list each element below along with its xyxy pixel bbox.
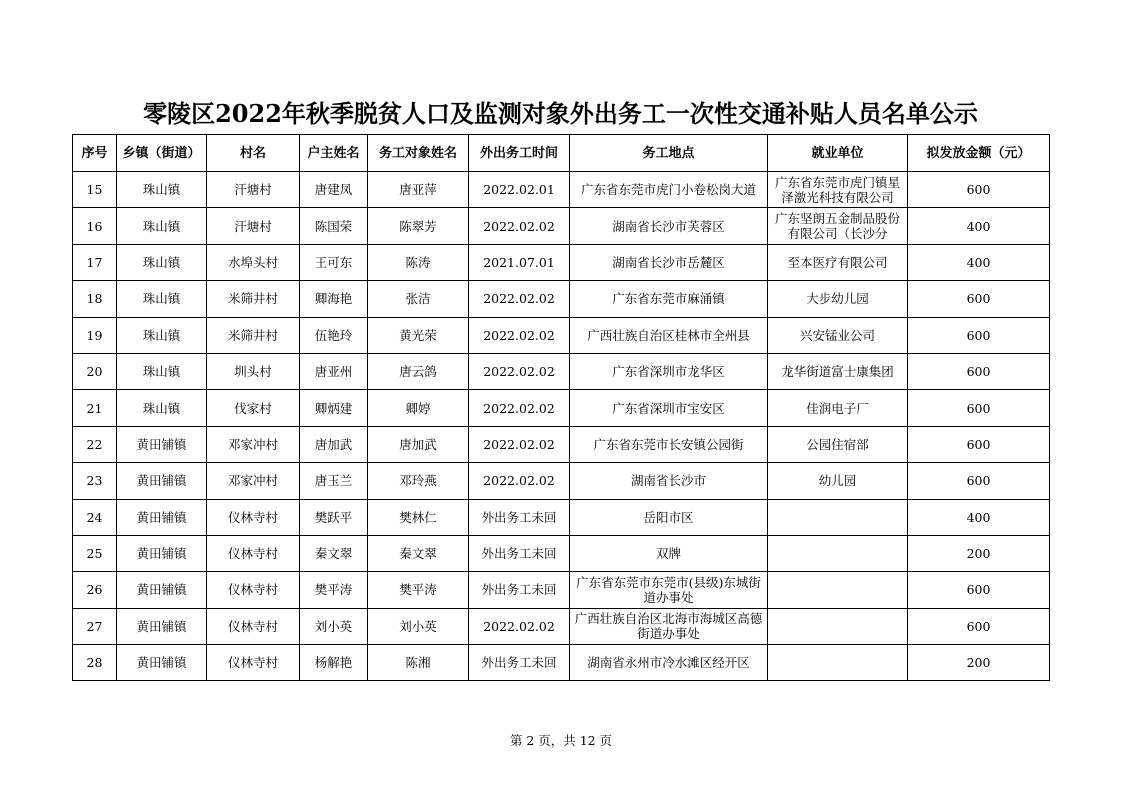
cell-index xyxy=(73,353,117,389)
cell-departure-date xyxy=(469,608,570,644)
cell-householder xyxy=(300,499,368,535)
cell-index-text: 17 xyxy=(86,254,103,270)
cell-amount-text: 600 xyxy=(966,182,991,198)
cell-worker-text: 樊平涛 xyxy=(399,582,437,598)
cell-township-text: 珠山镇 xyxy=(142,182,181,198)
cell-departure-date xyxy=(469,572,570,608)
cell-work-location xyxy=(570,281,768,317)
table-row xyxy=(73,463,1050,499)
col-header-township: 乡镇（街道） xyxy=(117,135,207,172)
cell-amount-text: 600 xyxy=(966,291,991,307)
cell-township xyxy=(117,208,207,244)
table-row xyxy=(73,353,1050,389)
cell-village xyxy=(207,353,300,389)
cell-index-text: 27 xyxy=(86,618,103,634)
table-row xyxy=(73,572,1050,608)
cell-householder-text: 卿炳建 xyxy=(314,400,353,416)
table-row xyxy=(73,281,1050,317)
cell-work-location-text: 广西壮族自治区桂林市全州县 xyxy=(587,327,750,343)
cell-amount xyxy=(908,172,1050,208)
cell-index-text: 22 xyxy=(86,436,103,452)
col-header-householder: 户主姓名 xyxy=(300,135,368,172)
cell-work-location-text: 广东省东莞市长安镇公园街 xyxy=(593,436,744,452)
col-header-amount: 拟发放金额（元） xyxy=(908,135,1050,172)
cell-employer-text: 兴安锰业公司 xyxy=(799,327,875,343)
cell-work-location xyxy=(570,390,768,426)
cell-employer-text: 幼儿园 xyxy=(818,473,857,489)
document-title: 零陵区2022年秋季脱贫人口及监测对象外出务工一次性交通补贴人员名单公示 xyxy=(143,99,978,128)
table-body xyxy=(73,172,1050,681)
cell-village-text: 汗塘村 xyxy=(234,182,272,198)
cell-employer-text: 广东省东莞市虎门镇星泽激光科技有限公司 xyxy=(774,174,900,205)
cell-work-location xyxy=(570,645,768,681)
cell-index xyxy=(73,463,117,499)
cell-departure-date-text: 2022.02.02 xyxy=(483,364,555,380)
cell-work-location xyxy=(570,499,768,535)
cell-departure-date xyxy=(469,353,570,389)
cell-index-text: 25 xyxy=(86,546,103,562)
cell-village-text: 邓家冲村 xyxy=(227,436,278,452)
cell-township xyxy=(117,390,207,426)
cell-worker-text: 秦文翠 xyxy=(399,546,437,562)
cell-departure-date xyxy=(469,463,570,499)
cell-employer xyxy=(768,426,908,462)
cell-village-text: 水埠头村 xyxy=(227,254,278,270)
cell-amount-text: 600 xyxy=(966,364,991,380)
cell-township xyxy=(117,535,207,571)
cell-householder-text: 伍艳玲 xyxy=(314,327,353,343)
cell-departure-date-text: 2022.02.02 xyxy=(483,327,555,343)
cell-amount xyxy=(908,317,1050,353)
cell-village xyxy=(207,572,300,608)
cell-worker xyxy=(368,208,469,244)
cell-index-text: 15 xyxy=(86,182,103,198)
table-row xyxy=(73,535,1050,571)
cell-employer xyxy=(768,390,908,426)
cell-township xyxy=(117,281,207,317)
cell-householder xyxy=(300,426,368,462)
table-row xyxy=(73,608,1050,644)
cell-employer xyxy=(768,353,908,389)
cell-worker-text: 唐亚萍 xyxy=(399,182,437,198)
cell-employer xyxy=(768,608,908,644)
cell-village xyxy=(207,390,300,426)
cell-departure-date-text: 外出务工未回 xyxy=(481,655,557,671)
cell-worker-text: 陈涛 xyxy=(405,254,431,270)
cell-worker xyxy=(368,317,469,353)
cell-amount xyxy=(908,535,1050,571)
col-header-employer: 就业单位 xyxy=(768,135,908,172)
cell-township xyxy=(117,499,207,535)
cell-village xyxy=(207,172,300,208)
cell-amount xyxy=(908,499,1050,535)
cell-index-text: 28 xyxy=(86,655,103,671)
cell-township xyxy=(117,317,207,353)
cell-work-location-text: 广东省东莞市虎门小卷松岗大道 xyxy=(580,182,756,198)
cell-work-location-text: 湖南省长沙市芙蓉区 xyxy=(612,218,725,234)
cell-worker xyxy=(368,645,469,681)
cell-employer xyxy=(768,535,908,571)
cell-departure-date xyxy=(469,317,570,353)
cell-employer-text: 广东坚朗五金制品股份有限公司（长沙分 xyxy=(774,211,900,242)
cell-employer xyxy=(768,281,908,317)
cell-index xyxy=(73,535,117,571)
cell-worker xyxy=(368,463,469,499)
table-row xyxy=(73,645,1050,681)
cell-employer xyxy=(768,572,908,608)
cell-worker-text: 陈湘 xyxy=(405,655,431,671)
cell-householder-text: 杨解艳 xyxy=(314,655,353,671)
cell-work-location-text: 湖南省长沙市岳麓区 xyxy=(612,254,725,270)
cell-township xyxy=(117,463,207,499)
cell-householder-text: 陈国荣 xyxy=(314,218,353,234)
cell-work-location xyxy=(570,172,768,208)
cell-worker xyxy=(368,426,469,462)
cell-work-location-text: 双牌 xyxy=(655,546,681,562)
cell-departure-date-text: 2022.02.02 xyxy=(483,436,555,452)
table-row xyxy=(73,244,1050,280)
cell-township-text: 珠山镇 xyxy=(142,364,181,380)
cell-worker-text: 陈翠芳 xyxy=(399,218,437,234)
cell-work-location xyxy=(570,208,768,244)
cell-index-text: 26 xyxy=(86,582,103,598)
cell-amount xyxy=(908,244,1050,280)
cell-village-text: 仪林寺村 xyxy=(227,546,278,562)
page-number: 第 2 页，共 12 页 xyxy=(509,733,613,748)
cell-village-text: 仪林寺村 xyxy=(227,509,278,525)
roster-table xyxy=(72,134,1050,681)
table-row xyxy=(73,426,1050,462)
cell-worker-text: 樊林仁 xyxy=(399,509,437,525)
cell-amount xyxy=(908,645,1050,681)
cell-worker-text: 黄光荣 xyxy=(399,327,437,343)
cell-work-location xyxy=(570,572,768,608)
cell-departure-date xyxy=(469,281,570,317)
cell-amount xyxy=(908,608,1050,644)
table-row xyxy=(73,499,1050,535)
cell-worker xyxy=(368,499,469,535)
cell-index xyxy=(73,499,117,535)
cell-departure-date-text: 2022.02.02 xyxy=(483,291,555,307)
cell-amount xyxy=(908,281,1050,317)
table-row xyxy=(73,390,1050,426)
cell-index xyxy=(73,317,117,353)
cell-employer-text: 佳润电子厂 xyxy=(806,400,869,416)
cell-index xyxy=(73,208,117,244)
cell-worker xyxy=(368,244,469,280)
cell-township-text: 黄田铺镇 xyxy=(136,582,187,598)
col-header-work-location: 务工地点 xyxy=(570,135,768,172)
cell-index xyxy=(73,572,117,608)
cell-work-location xyxy=(570,353,768,389)
cell-village-text: 仪林寺村 xyxy=(227,655,278,671)
cell-township-text: 珠山镇 xyxy=(142,254,181,270)
cell-employer-text: 至本医疗有限公司 xyxy=(787,254,888,270)
cell-village xyxy=(207,608,300,644)
cell-village xyxy=(207,281,300,317)
cell-householder xyxy=(300,317,368,353)
cell-index xyxy=(73,426,117,462)
cell-householder-text: 樊跃平 xyxy=(314,509,353,525)
cell-departure-date xyxy=(469,645,570,681)
cell-departure-date xyxy=(469,172,570,208)
cell-householder xyxy=(300,608,368,644)
table-header-row xyxy=(73,135,1050,172)
cell-employer xyxy=(768,172,908,208)
cell-village xyxy=(207,244,300,280)
cell-work-location-text: 湖南省永州市冷水滩区经开区 xyxy=(587,655,750,671)
cell-worker-text: 张洁 xyxy=(405,291,431,307)
cell-village xyxy=(207,645,300,681)
cell-amount-text: 600 xyxy=(966,582,991,598)
col-header-village: 村名 xyxy=(207,135,300,172)
cell-worker-text: 刘小英 xyxy=(399,618,437,634)
cell-work-location xyxy=(570,244,768,280)
cell-index-text: 20 xyxy=(86,364,103,380)
cell-village xyxy=(207,463,300,499)
cell-worker xyxy=(368,281,469,317)
cell-index-text: 24 xyxy=(86,509,103,525)
cell-worker xyxy=(368,535,469,571)
cell-householder xyxy=(300,645,368,681)
cell-township xyxy=(117,645,207,681)
cell-departure-date xyxy=(469,208,570,244)
cell-township-text: 珠山镇 xyxy=(142,291,181,307)
cell-township-text: 黄田铺镇 xyxy=(136,618,187,634)
table-row xyxy=(73,208,1050,244)
cell-work-location xyxy=(570,608,768,644)
cell-village xyxy=(207,317,300,353)
cell-worker xyxy=(368,608,469,644)
cell-householder xyxy=(300,390,368,426)
cell-worker-text: 唐加武 xyxy=(399,436,437,452)
cell-township-text: 黄田铺镇 xyxy=(136,436,187,452)
cell-township xyxy=(117,172,207,208)
cell-village xyxy=(207,499,300,535)
cell-householder-text: 唐亚州 xyxy=(314,364,353,380)
cell-work-location-text: 广东省深圳市龙华区 xyxy=(612,364,725,380)
cell-index xyxy=(73,172,117,208)
cell-householder-text: 樊平涛 xyxy=(314,582,353,598)
cell-householder xyxy=(300,572,368,608)
cell-departure-date-text: 外出务工未回 xyxy=(481,509,557,525)
cell-village xyxy=(207,426,300,462)
cell-worker xyxy=(368,353,469,389)
cell-employer xyxy=(768,463,908,499)
cell-township xyxy=(117,244,207,280)
cell-village-text: 米筛井村 xyxy=(227,327,278,343)
cell-township-text: 黄田铺镇 xyxy=(136,509,187,525)
cell-amount-text: 600 xyxy=(966,327,991,343)
cell-departure-date xyxy=(469,244,570,280)
cell-index-text: 19 xyxy=(86,327,103,343)
cell-amount-text: 400 xyxy=(966,218,991,234)
cell-householder xyxy=(300,463,368,499)
cell-departure-date xyxy=(469,426,570,462)
cell-amount xyxy=(908,463,1050,499)
cell-departure-date-text: 2022.02.02 xyxy=(483,473,555,489)
table-row xyxy=(73,317,1050,353)
cell-township-text: 珠山镇 xyxy=(142,400,181,416)
cell-householder-text: 唐玉兰 xyxy=(314,473,353,489)
cell-index-text: 21 xyxy=(86,400,103,416)
cell-township-text: 黄田铺镇 xyxy=(136,546,187,562)
cell-departure-date xyxy=(469,499,570,535)
col-header-worker: 务工对象姓名 xyxy=(368,135,469,172)
cell-amount xyxy=(908,390,1050,426)
cell-employer-text: 大步幼儿园 xyxy=(806,291,869,307)
cell-employer xyxy=(768,208,908,244)
cell-township xyxy=(117,426,207,462)
cell-employer xyxy=(768,317,908,353)
cell-village xyxy=(207,208,300,244)
cell-worker-text: 唐云鸽 xyxy=(399,364,437,380)
col-header-departure-date: 外出务工时间 xyxy=(469,135,570,172)
cell-amount xyxy=(908,426,1050,462)
cell-work-location xyxy=(570,426,768,462)
cell-amount-text: 600 xyxy=(966,400,991,416)
cell-departure-date-text: 2021.07.01 xyxy=(483,254,555,270)
cell-index-text: 18 xyxy=(86,291,103,307)
cell-householder-text: 刘小英 xyxy=(314,618,353,634)
cell-amount-text: 200 xyxy=(966,655,991,671)
cell-township-text: 珠山镇 xyxy=(142,218,181,234)
cell-departure-date-text: 2022.02.02 xyxy=(483,400,555,416)
cell-township xyxy=(117,572,207,608)
cell-amount xyxy=(908,572,1050,608)
cell-householder xyxy=(300,244,368,280)
cell-township-text: 黄田铺镇 xyxy=(136,473,187,489)
cell-work-location xyxy=(570,317,768,353)
cell-index xyxy=(73,281,117,317)
cell-departure-date xyxy=(469,390,570,426)
cell-employer xyxy=(768,244,908,280)
cell-householder xyxy=(300,208,368,244)
cell-village-text: 米筛井村 xyxy=(227,291,278,307)
cell-township-text: 珠山镇 xyxy=(142,327,181,343)
cell-employer-text: 公园住宿部 xyxy=(806,436,869,452)
cell-index-text: 23 xyxy=(86,473,103,489)
cell-work-location-text: 广东省东莞市东莞市(县级)东城街道办事处 xyxy=(576,574,761,605)
cell-employer xyxy=(768,645,908,681)
cell-village-text: 伐家村 xyxy=(234,400,272,416)
cell-amount-text: 600 xyxy=(966,618,991,634)
cell-householder-text: 卿海艳 xyxy=(314,291,353,307)
cell-employer xyxy=(768,499,908,535)
cell-departure-date-text: 外出务工未回 xyxy=(481,582,557,598)
cell-work-location xyxy=(570,535,768,571)
cell-amount-text: 400 xyxy=(966,509,991,525)
col-header-index: 序号 xyxy=(73,135,117,172)
table-row xyxy=(73,172,1050,208)
cell-township xyxy=(117,353,207,389)
cell-village-text: 汗塘村 xyxy=(234,218,272,234)
cell-amount-text: 600 xyxy=(966,473,991,489)
cell-township-text: 黄田铺镇 xyxy=(136,655,187,671)
cell-village-text: 仪林寺村 xyxy=(227,618,278,634)
cell-village xyxy=(207,535,300,571)
cell-departure-date-text: 2022.02.02 xyxy=(483,218,555,234)
cell-householder-text: 秦文翠 xyxy=(314,546,353,562)
cell-work-location-text: 广东省东莞市麻涌镇 xyxy=(612,291,725,307)
cell-departure-date xyxy=(469,535,570,571)
cell-work-location-text: 广东省深圳市宝安区 xyxy=(612,400,725,416)
cell-amount-text: 400 xyxy=(966,254,991,270)
cell-village-text: 圳头村 xyxy=(234,364,272,380)
cell-village-text: 邓家冲村 xyxy=(227,473,278,489)
cell-amount-text: 200 xyxy=(966,546,991,562)
cell-departure-date-text: 外出务工未回 xyxy=(481,546,557,562)
cell-work-location-text: 岳阳市区 xyxy=(643,509,694,525)
cell-householder xyxy=(300,535,368,571)
cell-amount xyxy=(908,353,1050,389)
cell-worker-text: 邓玲燕 xyxy=(399,473,437,489)
cell-worker xyxy=(368,172,469,208)
cell-index xyxy=(73,608,117,644)
cell-index xyxy=(73,645,117,681)
cell-village-text: 仪林寺村 xyxy=(227,582,278,598)
cell-township xyxy=(117,608,207,644)
cell-householder xyxy=(300,172,368,208)
cell-amount xyxy=(908,208,1050,244)
cell-work-location-text: 广西壮族自治区北海市海城区高德街道办事处 xyxy=(574,611,763,642)
cell-householder-text: 唐加武 xyxy=(314,436,353,452)
cell-departure-date-text: 2022.02.01 xyxy=(483,182,555,198)
cell-worker-text: 卿婷 xyxy=(405,400,431,416)
cell-worker xyxy=(368,390,469,426)
cell-amount-text: 600 xyxy=(966,436,991,452)
cell-householder xyxy=(300,281,368,317)
cell-worker xyxy=(368,572,469,608)
cell-index xyxy=(73,390,117,426)
cell-householder-text: 唐建凤 xyxy=(314,182,353,198)
cell-work-location-text: 湖南省长沙市 xyxy=(630,473,706,489)
cell-index xyxy=(73,244,117,280)
cell-householder xyxy=(300,353,368,389)
cell-householder-text: 王可东 xyxy=(314,254,353,270)
cell-work-location xyxy=(570,463,768,499)
cell-employer-text: 龙华街道富士康集团 xyxy=(781,364,894,380)
cell-departure-date-text: 2022.02.02 xyxy=(483,618,555,634)
cell-index-text: 16 xyxy=(86,218,103,234)
